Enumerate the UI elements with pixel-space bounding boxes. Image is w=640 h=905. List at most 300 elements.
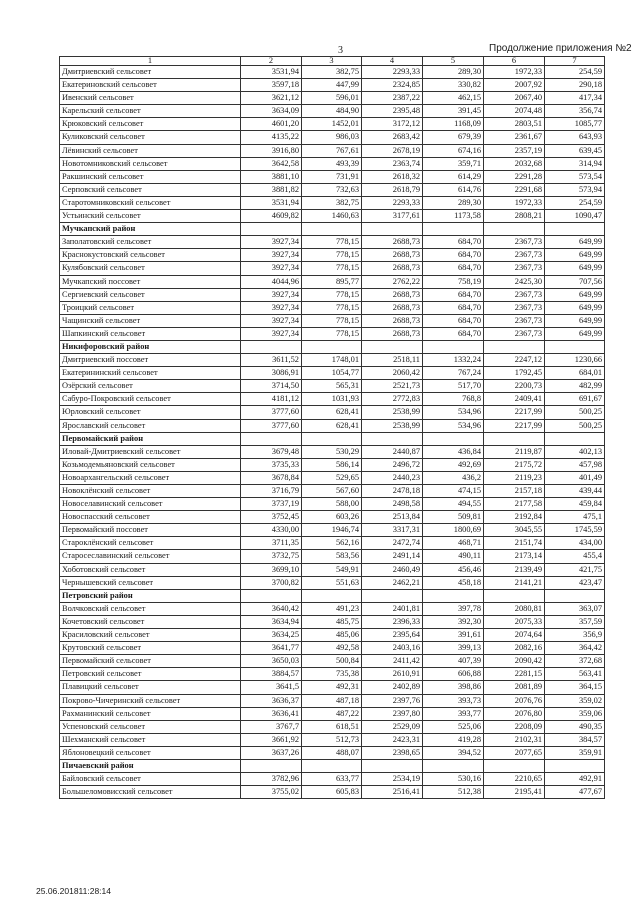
settlement-name: Плавицкий сельсовет (60, 681, 241, 694)
value-cell-col5: 684,70 (423, 262, 484, 275)
value-cell-col6: 2210,65 (484, 773, 545, 786)
table-row (60, 406, 605, 419)
table-row (60, 615, 605, 628)
value-cell-col7: 401,49 (545, 471, 605, 484)
value-cell-col5: 768,8 (423, 393, 484, 406)
table-row (60, 196, 605, 209)
settlement-name: Дмитриевский поссовет (60, 354, 241, 367)
value-cell-col7: 707,56 (545, 275, 605, 288)
value-cell-col5: 614,29 (423, 170, 484, 183)
value-cell-col4: 2395,48 (362, 105, 423, 118)
value-cell-col3: 618,51 (302, 720, 362, 733)
settlement-name: Троицкий сельсовет (60, 301, 241, 314)
value-cell-col5: 392,30 (423, 615, 484, 628)
settlement-name: Хоботовский сельсовет (60, 563, 241, 576)
value-cell-col7: 421,75 (545, 563, 605, 576)
value-cell-col2: 3927,34 (241, 249, 302, 262)
empty-cell (545, 340, 605, 353)
value-cell-col2: 4044,96 (241, 275, 302, 288)
tariff-table (59, 56, 605, 799)
value-cell-col6: 2200,73 (484, 380, 545, 393)
value-cell-col4: 2460,49 (362, 563, 423, 576)
column-number: 3 (302, 57, 362, 66)
empty-cell (362, 589, 423, 602)
settlement-name: Покрово-Чичеринский сельсовет (60, 694, 241, 707)
value-cell-col6: 2151,74 (484, 537, 545, 550)
value-cell-col4: 2472,74 (362, 537, 423, 550)
district-name: Мучкапский район (60, 223, 241, 236)
settlement-name: Новоархангельский сельсовет (60, 471, 241, 484)
value-cell-col6: 2157,18 (484, 485, 545, 498)
value-cell-col2: 3711,35 (241, 537, 302, 550)
value-cell-col3: 633,77 (302, 773, 362, 786)
settlement-name: Крутовский сельсовет (60, 642, 241, 655)
value-cell-col4: 2518,11 (362, 354, 423, 367)
value-cell-col6: 2173,14 (484, 550, 545, 563)
settlement-name: Озёрский сельсовет (60, 380, 241, 393)
table-row (60, 105, 605, 118)
table-row (60, 602, 605, 615)
value-cell-col4: 2513,84 (362, 511, 423, 524)
empty-cell (484, 432, 545, 445)
settlement-name: Сергиевский сельсовет (60, 288, 241, 301)
value-cell-col3: 484,90 (302, 105, 362, 118)
value-cell-col7: 482,99 (545, 380, 605, 393)
value-cell-col6: 2032,68 (484, 157, 545, 170)
column-number: 5 (423, 57, 484, 66)
value-cell-col7: 423,47 (545, 576, 605, 589)
value-cell-col7: 439,44 (545, 485, 605, 498)
value-cell-col4: 3177,61 (362, 210, 423, 223)
value-cell-col3: 549,91 (302, 563, 362, 576)
value-cell-col4: 2521,73 (362, 380, 423, 393)
value-cell-col7: 290,18 (545, 79, 605, 92)
value-cell-col2: 3641,77 (241, 642, 302, 655)
value-cell-col5: 474,15 (423, 485, 484, 498)
value-cell-col2: 3699,10 (241, 563, 302, 576)
value-cell-col6: 2291,28 (484, 170, 545, 183)
value-cell-col3: 583,56 (302, 550, 362, 563)
value-cell-col3: 512,73 (302, 733, 362, 746)
value-cell-col6: 2119,23 (484, 471, 545, 484)
value-cell-col5: 391,45 (423, 105, 484, 118)
table-row (60, 262, 605, 275)
value-cell-col3: 487,22 (302, 707, 362, 720)
column-number: 1 (60, 57, 241, 66)
value-cell-col7: 254,59 (545, 196, 605, 209)
value-cell-col4: 2293,33 (362, 196, 423, 209)
empty-cell (302, 223, 362, 236)
table-row (60, 157, 605, 170)
value-cell-col2: 3678,84 (241, 471, 302, 484)
settlement-name: Новоклёнский сельсовет (60, 485, 241, 498)
empty-cell (302, 759, 362, 772)
value-cell-col7: 359,02 (545, 694, 605, 707)
value-cell-col5: 684,70 (423, 327, 484, 340)
value-cell-col2: 3636,37 (241, 694, 302, 707)
settlement-name: Новотомниковский сельсовет (60, 157, 241, 170)
value-cell-col2: 4181,12 (241, 393, 302, 406)
settlement-name: Новоспасский сельсовет (60, 511, 241, 524)
value-cell-col6: 2208,09 (484, 720, 545, 733)
table-row (60, 773, 605, 786)
value-cell-col5: 614,76 (423, 183, 484, 196)
value-cell-col6: 3045,55 (484, 524, 545, 537)
value-cell-col7: 356,9 (545, 629, 605, 642)
empty-cell (423, 589, 484, 602)
value-cell-col6: 2080,81 (484, 602, 545, 615)
value-cell-col3: 567,60 (302, 485, 362, 498)
settlement-name: Краснокустовский сельсовет (60, 249, 241, 262)
empty-cell (545, 759, 605, 772)
footer-timestamp: 25.06.201811:28:14 (36, 886, 111, 896)
value-cell-col7: 254,59 (545, 66, 605, 79)
value-cell-col3: 1054,77 (302, 367, 362, 380)
value-cell-col3: 382,75 (302, 196, 362, 209)
value-cell-col2: 3777,60 (241, 419, 302, 432)
empty-cell (545, 223, 605, 236)
value-cell-col4: 2396,33 (362, 615, 423, 628)
value-cell-col3: 628,41 (302, 419, 362, 432)
value-cell-col2: 3611,52 (241, 354, 302, 367)
value-cell-col4: 2462,21 (362, 576, 423, 589)
table-row (60, 183, 605, 196)
value-cell-col6: 2367,73 (484, 314, 545, 327)
value-cell-col2: 3927,34 (241, 314, 302, 327)
value-cell-col4: 2397,80 (362, 707, 423, 720)
value-cell-col3: 382,75 (302, 66, 362, 79)
column-number: 7 (545, 57, 605, 66)
table-row (60, 550, 605, 563)
page-number: 3 (338, 45, 343, 56)
value-cell-col6: 2007,92 (484, 79, 545, 92)
table-row (60, 380, 605, 393)
value-cell-col2: 3661,92 (241, 733, 302, 746)
value-cell-col6: 2090,42 (484, 655, 545, 668)
table-row (60, 288, 605, 301)
value-cell-col5: 684,70 (423, 314, 484, 327)
value-cell-col2: 3737,19 (241, 498, 302, 511)
value-cell-col4: 3317,31 (362, 524, 423, 537)
value-cell-col7: 649,99 (545, 249, 605, 262)
settlement-name: Чащинский сельсовет (60, 314, 241, 327)
value-cell-col7: 364,15 (545, 681, 605, 694)
settlement-name: Чернышевский сельсовет (60, 576, 241, 589)
settlement-name: Большеломовисский сельсовет (60, 786, 241, 799)
value-cell-col2: 3777,60 (241, 406, 302, 419)
settlement-name: Ярославский сельсовет (60, 419, 241, 432)
value-cell-col2: 3700,82 (241, 576, 302, 589)
value-cell-col6: 2367,73 (484, 327, 545, 340)
value-cell-col2: 3597,18 (241, 79, 302, 92)
value-cell-col5: 492,69 (423, 458, 484, 471)
value-cell-col2: 3679,48 (241, 445, 302, 458)
value-cell-col6: 2074,48 (484, 105, 545, 118)
value-cell-col7: 684,01 (545, 367, 605, 380)
value-cell-col2: 3621,12 (241, 92, 302, 105)
value-cell-col7: 364,42 (545, 642, 605, 655)
table-row (60, 746, 605, 759)
value-cell-col6: 2247,12 (484, 354, 545, 367)
value-cell-col7: 490,35 (545, 720, 605, 733)
value-cell-col6: 2067,40 (484, 92, 545, 105)
value-cell-col5: 525,06 (423, 720, 484, 733)
table-row (60, 210, 605, 223)
value-cell-col5: 289,30 (423, 196, 484, 209)
value-cell-col2: 3927,34 (241, 327, 302, 340)
empty-cell (362, 340, 423, 353)
table-row (60, 327, 605, 340)
empty-cell (302, 340, 362, 353)
value-cell-col2: 4609,82 (241, 210, 302, 223)
value-cell-col4: 2683,42 (362, 131, 423, 144)
value-cell-col2: 3782,96 (241, 773, 302, 786)
value-cell-col3: 735,38 (302, 668, 362, 681)
settlement-name: Ракшинский сельсовет (60, 170, 241, 183)
value-cell-col6: 1792,45 (484, 367, 545, 380)
value-cell-col6: 2217,99 (484, 406, 545, 419)
value-cell-col4: 2538,99 (362, 419, 423, 432)
value-cell-col4: 2363,74 (362, 157, 423, 170)
value-cell-col2: 3531,94 (241, 196, 302, 209)
value-cell-col5: 359,71 (423, 157, 484, 170)
value-cell-col2: 3735,33 (241, 458, 302, 471)
value-cell-col7: 691,67 (545, 393, 605, 406)
value-cell-col7: 356,74 (545, 105, 605, 118)
value-cell-col5: 419,28 (423, 733, 484, 746)
value-cell-col5: 468,71 (423, 537, 484, 550)
value-cell-col5: 679,39 (423, 131, 484, 144)
settlement-name: Юрловский сельсовет (60, 406, 241, 419)
value-cell-col7: 1745,59 (545, 524, 605, 537)
table-row (60, 629, 605, 642)
value-cell-col5: 1800,69 (423, 524, 484, 537)
value-cell-col2: 3634,94 (241, 615, 302, 628)
settlement-name: Заполатовский сельсовет (60, 236, 241, 249)
value-cell-col4: 2398,65 (362, 746, 423, 759)
value-cell-col4: 2395,64 (362, 629, 423, 642)
value-cell-col4: 2678,19 (362, 144, 423, 157)
value-cell-col3: 778,15 (302, 314, 362, 327)
district-name: Петровский район (60, 589, 241, 602)
value-cell-col6: 2081,89 (484, 681, 545, 694)
value-cell-col4: 2618,79 (362, 183, 423, 196)
district-name: Первомайский район (60, 432, 241, 445)
value-cell-col2: 4135,22 (241, 131, 302, 144)
empty-cell (545, 432, 605, 445)
value-cell-col5: 399,13 (423, 642, 484, 655)
empty-cell (484, 223, 545, 236)
settlement-name: Козьмодемьяновский сельсовет (60, 458, 241, 471)
value-cell-col5: 398,86 (423, 681, 484, 694)
empty-cell (362, 759, 423, 772)
value-cell-col2: 3732,75 (241, 550, 302, 563)
settlement-name: Екатериновский сельсовет (60, 79, 241, 92)
value-cell-col6: 1972,33 (484, 66, 545, 79)
settlement-name: Карельский сельсовет (60, 105, 241, 118)
empty-cell (302, 589, 362, 602)
value-cell-col6: 2357,19 (484, 144, 545, 157)
value-cell-col2: 3637,26 (241, 746, 302, 759)
value-cell-col4: 2498,58 (362, 498, 423, 511)
value-cell-col6: 2291,68 (484, 183, 545, 196)
table-row (60, 642, 605, 655)
value-cell-col3: 1031,93 (302, 393, 362, 406)
value-cell-col3: 731,91 (302, 170, 362, 183)
value-cell-col4: 2688,73 (362, 236, 423, 249)
value-cell-col4: 2478,18 (362, 485, 423, 498)
value-cell-col5: 407,39 (423, 655, 484, 668)
value-cell-col3: 778,15 (302, 327, 362, 340)
empty-cell (423, 759, 484, 772)
value-cell-col6: 2195,41 (484, 786, 545, 799)
settlement-name: Новоселавинский сельсовет (60, 498, 241, 511)
table-row (60, 707, 605, 720)
table-row (60, 354, 605, 367)
value-cell-col2: 3714,50 (241, 380, 302, 393)
value-cell-col6: 2217,99 (484, 419, 545, 432)
value-cell-col2: 3636,41 (241, 707, 302, 720)
value-cell-col5: 494,55 (423, 498, 484, 511)
value-cell-col5: 684,70 (423, 236, 484, 249)
value-cell-col4: 3172,12 (362, 118, 423, 131)
value-cell-col3: 1946,74 (302, 524, 362, 537)
table-row (60, 471, 605, 484)
value-cell-col4: 2688,73 (362, 249, 423, 262)
settlement-name: Кочетовский сельсовет (60, 615, 241, 628)
value-cell-col6: 2367,73 (484, 288, 545, 301)
value-cell-col2: 3716,79 (241, 485, 302, 498)
settlement-name: Петровский сельсовет (60, 668, 241, 681)
value-cell-col6: 2367,73 (484, 236, 545, 249)
value-cell-col7: 417,34 (545, 92, 605, 105)
value-cell-col6: 2425,30 (484, 275, 545, 288)
settlement-name: Старосеславинский сельсовет (60, 550, 241, 563)
empty-cell (423, 223, 484, 236)
value-cell-col3: 586,14 (302, 458, 362, 471)
value-cell-col7: 359,91 (545, 746, 605, 759)
value-cell-col2: 3884,57 (241, 668, 302, 681)
table-row (60, 131, 605, 144)
table-row (60, 485, 605, 498)
value-cell-col4: 2440,87 (362, 445, 423, 458)
value-cell-col7: 573,94 (545, 183, 605, 196)
value-cell-col6: 2367,73 (484, 301, 545, 314)
empty-cell (241, 432, 302, 445)
value-cell-col4: 2324,85 (362, 79, 423, 92)
value-cell-col5: 758,19 (423, 275, 484, 288)
value-cell-col7: 475,1 (545, 511, 605, 524)
value-cell-col6: 2409,41 (484, 393, 545, 406)
value-cell-col4: 2516,41 (362, 786, 423, 799)
value-cell-col5: 393,77 (423, 707, 484, 720)
value-cell-col6: 2281,15 (484, 668, 545, 681)
table-row (60, 144, 605, 157)
value-cell-col6: 2367,73 (484, 262, 545, 275)
settlement-name: Первомайский поссовет (60, 524, 241, 537)
value-cell-col4: 2387,22 (362, 92, 423, 105)
value-cell-col6: 1972,33 (484, 196, 545, 209)
value-cell-col4: 2403,16 (362, 642, 423, 655)
settlement-name: Лёвинский сельсовет (60, 144, 241, 157)
settlement-name: Староклёнский сельсовет (60, 537, 241, 550)
value-cell-col2: 3752,45 (241, 511, 302, 524)
value-cell-col6: 2808,21 (484, 210, 545, 223)
table-row (60, 79, 605, 92)
value-cell-col5: 289,30 (423, 66, 484, 79)
table-row (60, 275, 605, 288)
table-row (60, 170, 605, 183)
empty-cell (241, 340, 302, 353)
value-cell-col2: 3927,34 (241, 301, 302, 314)
table-row (60, 458, 605, 471)
column-number-row (60, 57, 605, 66)
value-cell-col2: 3767,7 (241, 720, 302, 733)
value-cell-col5: 394,52 (423, 746, 484, 759)
table-row (60, 92, 605, 105)
value-cell-col4: 2534,19 (362, 773, 423, 786)
value-cell-col3: 488,07 (302, 746, 362, 759)
value-cell-col7: 372,68 (545, 655, 605, 668)
value-cell-col7: 573,54 (545, 170, 605, 183)
value-cell-col7: 500,25 (545, 419, 605, 432)
value-cell-col3: 778,15 (302, 262, 362, 275)
value-cell-col7: 314,94 (545, 157, 605, 170)
value-cell-col4: 2688,73 (362, 327, 423, 340)
value-cell-col4: 2060,42 (362, 367, 423, 380)
value-cell-col4: 2618,32 (362, 170, 423, 183)
value-cell-col4: 2610,91 (362, 668, 423, 681)
value-cell-col7: 649,99 (545, 288, 605, 301)
value-cell-col5: 458,18 (423, 576, 484, 589)
value-cell-col5: 534,96 (423, 406, 484, 419)
table-row (60, 236, 605, 249)
table-row (60, 655, 605, 668)
table-row (60, 249, 605, 262)
value-cell-col3: 491,23 (302, 602, 362, 615)
value-cell-col5: 767,24 (423, 367, 484, 380)
value-cell-col3: 447,99 (302, 79, 362, 92)
value-cell-col6: 2192,84 (484, 511, 545, 524)
value-cell-col7: 1085,77 (545, 118, 605, 131)
settlement-name: Красиловский сельсовет (60, 629, 241, 642)
value-cell-col2: 3881,10 (241, 170, 302, 183)
value-cell-col3: 778,15 (302, 249, 362, 262)
table-row (60, 720, 605, 733)
value-cell-col5: 509,81 (423, 511, 484, 524)
table-row (60, 537, 605, 550)
value-cell-col4: 2397,76 (362, 694, 423, 707)
value-cell-col5: 1332,24 (423, 354, 484, 367)
value-cell-col3: 485,06 (302, 629, 362, 642)
value-cell-col3: 485,75 (302, 615, 362, 628)
table-row (60, 393, 605, 406)
value-cell-col4: 2440,23 (362, 471, 423, 484)
value-cell-col7: 477,67 (545, 786, 605, 799)
value-cell-col6: 2175,72 (484, 458, 545, 471)
district-name: Никифоровский район (60, 340, 241, 353)
empty-cell (362, 223, 423, 236)
empty-cell (241, 223, 302, 236)
settlement-name: Устьинский сельсовет (60, 210, 241, 223)
settlement-name: Яблоновецкий сельсовет (60, 746, 241, 759)
empty-cell (423, 340, 484, 353)
table-row (60, 563, 605, 576)
value-cell-col5: 456,46 (423, 563, 484, 576)
table-row (60, 786, 605, 799)
empty-cell (241, 759, 302, 772)
value-cell-col3: 1748,01 (302, 354, 362, 367)
